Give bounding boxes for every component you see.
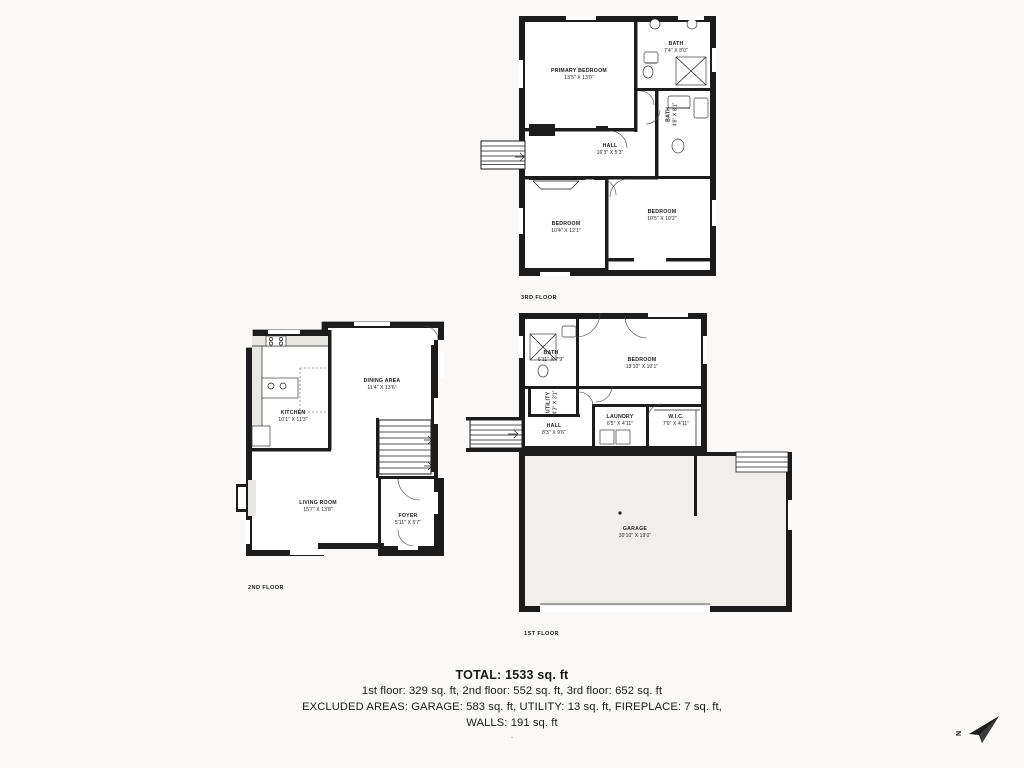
stair-third-floor (481, 141, 525, 169)
room-label-third-bath: BATH 7'4" X 8'0" (664, 41, 688, 54)
exterior-steps (736, 452, 788, 472)
room-label-garage: GARAGE 30'10" X 19'0" (618, 526, 652, 539)
walls-area: WALLS: 191 sq. ft (466, 716, 558, 729)
room-label-wic: W.I.C. 7'0" X 4'11" (662, 414, 690, 427)
floor-caption-second: 2ND FLOOR (248, 585, 284, 591)
floor-caption-third: 3RD FLOOR (521, 295, 557, 301)
first-floor-plan (466, 313, 792, 612)
floor-caption-first: 1ST FLOOR (524, 631, 559, 637)
room-label-laundry: LAUNDRY 6'5" X 4'11" (606, 414, 634, 427)
compass-rose (955, 712, 1003, 746)
room-label-third-hall: HALL 16'3" X 5'3" (596, 143, 624, 156)
room-label-third-bedroom-left: BEDROOM 10'4" X 12'1" (551, 221, 581, 234)
stair-first-floor (466, 417, 524, 452)
room-label-first-bath: BATH 6'11" X 7'9" (537, 350, 565, 363)
stair-second-floor (379, 420, 432, 474)
compass-arrow-icon (955, 712, 1003, 746)
compass-north-label: N (956, 730, 964, 737)
room-label-first-hall: HALL 8'3" X 9'6" (542, 423, 566, 436)
room-label-third-bedroom-right: BEDROOM 10'5" X 10'2" (647, 209, 677, 222)
third-floor-plan (481, 16, 716, 276)
trailing-dot: . (510, 730, 514, 740)
room-label-kitchen: KITCHEN 10'1" X 11'3" (278, 410, 308, 423)
room-label-primary-bedroom: PRIMARY BEDROOM 13'5" X 13'0" (551, 68, 607, 81)
second-floor-plan (236, 322, 444, 556)
area-summary (0, 668, 1024, 740)
room-label-foyer: FOYER 5'11" X 5'7" (394, 513, 422, 526)
room-label-third-bath2: BATH 4'8" X 8'1" (665, 102, 679, 127)
excluded-areas: EXCLUDED AREAS: GARAGE: 583 sq. ft, UTILITY: 13 sq. ft, FIREPLACE: 7 sq. ft, (302, 700, 722, 713)
room-label-living-room: LIVING ROOM 15'7" X 13'8" (299, 500, 337, 513)
per-floor-areas: 1st floor: 329 sq. ft, 2nd floor: 552 sq. ft, 3rd floor: 652 sq. ft (361, 685, 663, 697)
room-label-utility: UTILITY 4'3" X 3'1" (545, 390, 559, 415)
room-label-first-bedroom: BEDROOM 13'10" X 10'1" (625, 357, 659, 370)
room-label-dining-area: DINING AREA 11'4" X 13'6" (363, 378, 401, 391)
total-area: TOTAL: 1533 sq. ft (455, 668, 569, 682)
fireplace (236, 480, 256, 516)
